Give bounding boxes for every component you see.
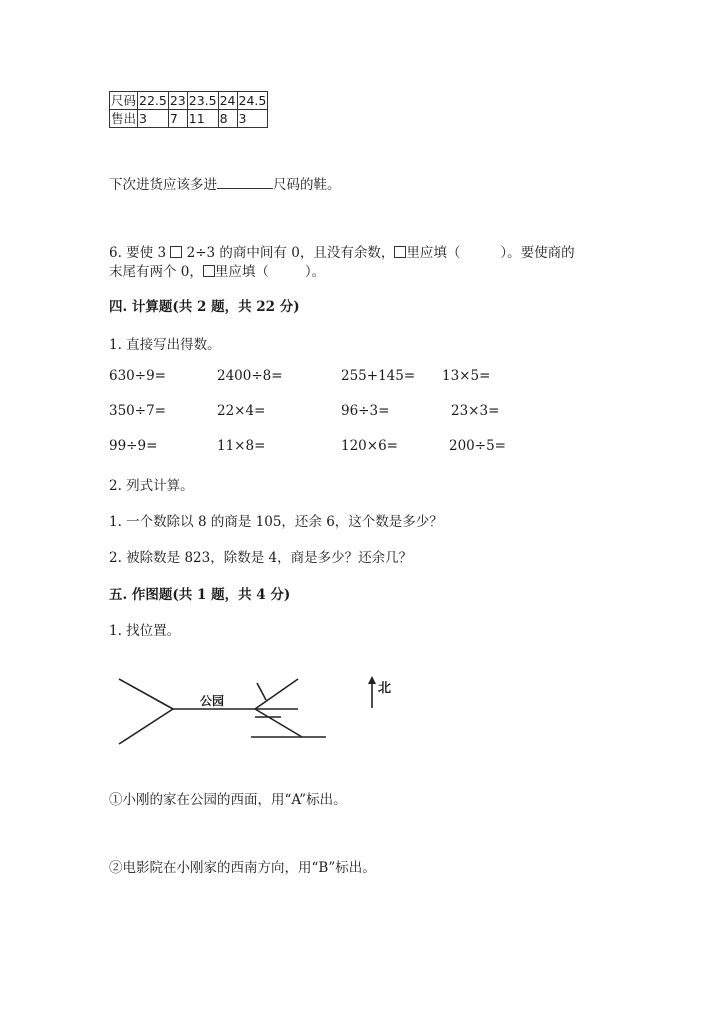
drawing-question-1-title: 1. 找位置。 xyxy=(109,623,181,639)
calc-item: 13×5= xyxy=(442,368,491,384)
size-cell: 24.5 xyxy=(238,93,267,108)
digit-box xyxy=(203,265,215,277)
digit-box xyxy=(170,246,182,258)
road-line xyxy=(119,709,173,744)
row-header-size: 尺码 xyxy=(111,93,137,108)
calc-item: 350÷7= xyxy=(109,403,166,419)
sold-cell: 7 xyxy=(168,110,187,128)
road-line xyxy=(255,679,298,709)
drawing-item-1: ①小刚的家在公园的西面，用“A”标出。 xyxy=(109,792,347,808)
size-cell: 24 xyxy=(219,93,236,108)
road-line xyxy=(257,683,266,700)
drawing-item-2: ②电影院在小刚家的西南方向，用“B”标出。 xyxy=(109,860,376,876)
table-row xyxy=(110,110,268,128)
sold-cell: 3 xyxy=(237,110,268,128)
sold-cell: 3 xyxy=(138,110,169,128)
table-row xyxy=(110,92,268,110)
calc-item: 23×3= xyxy=(451,403,500,419)
section-5-title: 五. 作图题(共 1 题，共 4 分) xyxy=(109,587,291,603)
row-header-sold: 售出 xyxy=(111,111,137,126)
size-cell: 23 xyxy=(169,93,186,108)
park-label: 公园 xyxy=(200,694,225,708)
calc-item: 630÷9= xyxy=(109,368,166,384)
sold-cell: 11 xyxy=(187,110,218,128)
calc-item: 99÷9= xyxy=(109,438,158,454)
shoe-size-table xyxy=(109,91,268,128)
calc-item: 11×8= xyxy=(217,438,266,454)
road-line xyxy=(255,709,302,737)
calc-item: 200÷5= xyxy=(449,438,506,454)
calc-item: 22×4= xyxy=(217,403,266,419)
sold-cell: 8 xyxy=(218,110,237,128)
word-problem-2: 2. 被除数是 823，除数是 4，商是多少？还余几？ xyxy=(109,550,413,566)
calc-item: 96÷3= xyxy=(341,403,390,419)
calc-item: 120×6= xyxy=(341,438,398,454)
digit-box xyxy=(394,246,406,258)
size-cell: 22.5 xyxy=(139,93,167,108)
north-arrow-head xyxy=(368,676,376,684)
calc-item: 255+145= xyxy=(341,368,416,384)
answer-blank[interactable] xyxy=(217,176,273,189)
section-4-title: 四. 计算题(共 2 题，共 22 分) xyxy=(109,299,300,315)
calc-question-1-title: 1. 直接写出得数。 xyxy=(109,337,221,353)
question-6-line-1: 6. 要使 3 2÷3 的商中间有 0，且没有余数， 里应填（ ）。要使商的 xyxy=(109,245,575,261)
calc-question-2-title: 2. 列式计算。 xyxy=(109,478,194,494)
road-line xyxy=(119,679,173,709)
size-cell: 23.5 xyxy=(188,93,217,108)
calc-item: 2400÷8= xyxy=(217,368,283,384)
restock-question: 下次进货应该多进 尺码的鞋。 xyxy=(109,177,341,193)
word-problem-1: 1. 一个数除以 8 的商是 105，还余 6，这个数是多少？ xyxy=(109,514,443,530)
question-6-line-2: 末尾有两个 0， 里应填（ ）。 xyxy=(109,264,326,280)
north-label: 北 xyxy=(378,681,392,696)
